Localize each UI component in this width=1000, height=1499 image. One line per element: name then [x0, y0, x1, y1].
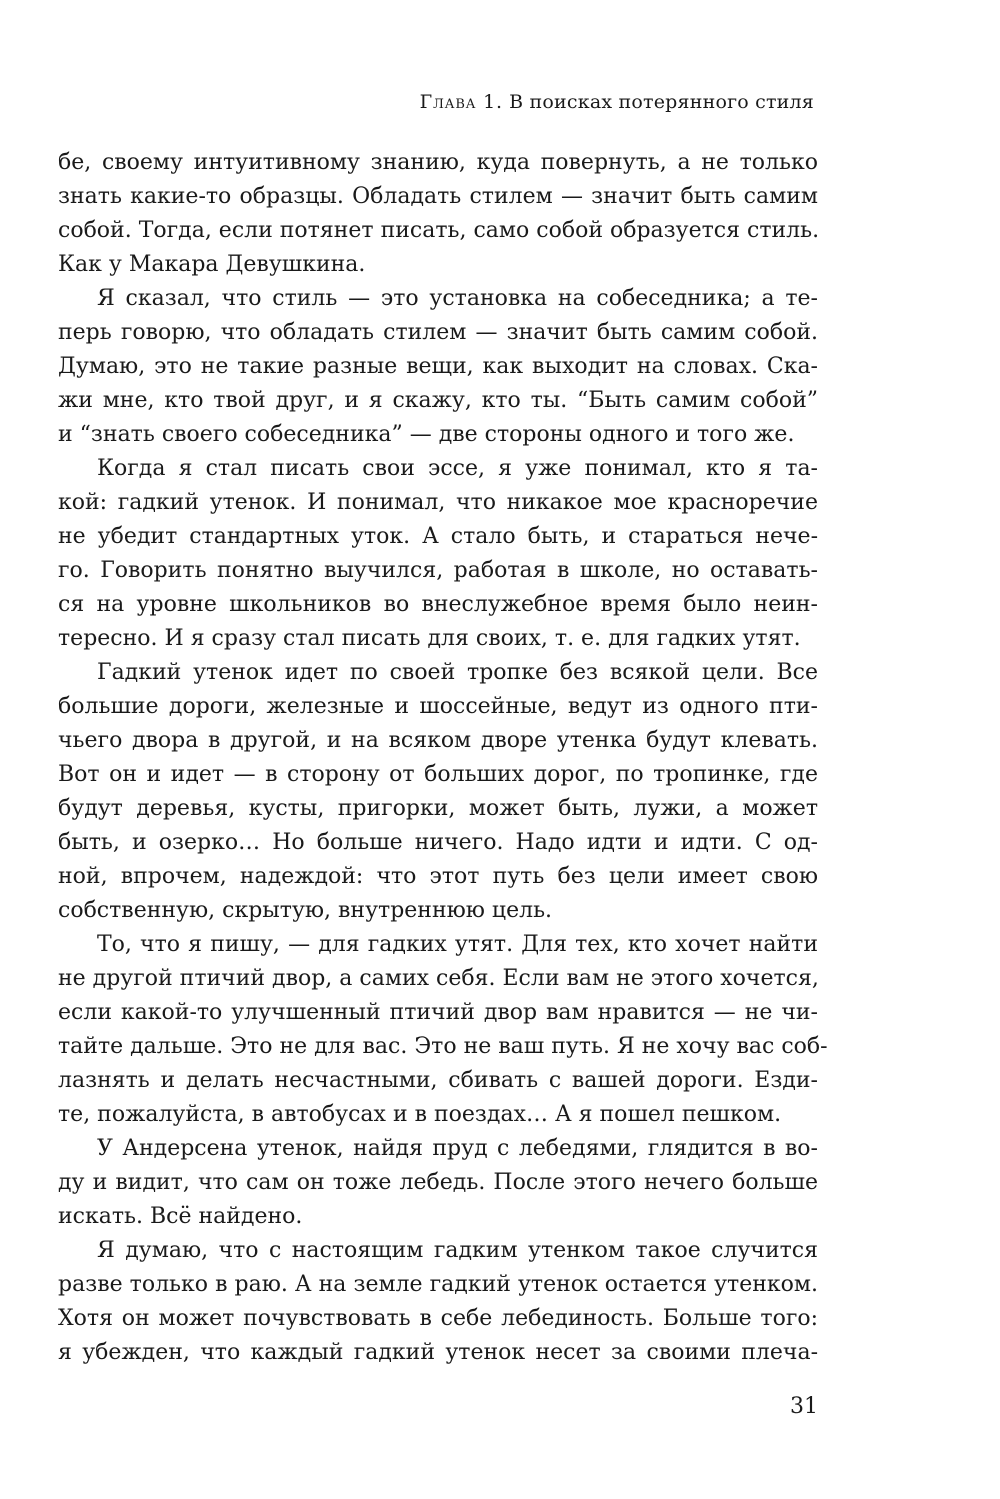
chapter-label: Глава 1.: [419, 91, 503, 113]
text-line: знать какие-то образцы. Обладать стилем — значит быть самим: [58, 184, 818, 209]
text-line: и “знать своего собеседника” — две стороны одного и того же.: [58, 422, 795, 447]
page-number: 31: [790, 1394, 818, 1419]
text-line: собой. Тогда, если потянет писать, само собой образуется стиль.: [58, 218, 820, 243]
paragraph-first-line: У Андерсена утенок, найдя пруд с лебедями, глядится в во-: [97, 1136, 818, 1161]
text-line: жи мне, кто твой друг, и я скажу, кто ты. “Быть самим собой”: [58, 388, 818, 413]
text-line: будут деревья, кусты, пригорки, может быть, лужи, а может: [58, 796, 818, 821]
text-line: чьего двора в другой, и на всяком дворе утенка будут клевать.: [58, 728, 818, 753]
text-line: ной, впрочем, надеждой: что этот путь без цели имеет свою: [58, 864, 818, 889]
text-line: разве только в раю. А на земле гадкий утенок остается утенком.: [58, 1272, 818, 1297]
text-line: перь говорю, что обладать стилем — значит быть самим собой.: [58, 320, 818, 345]
text-line: те, пожалуйста, в автобусах и в поездах… А я пошел пешком.: [58, 1102, 782, 1127]
body-text: [58, 146, 828, 1370]
text-line: Хотя он может почувствовать в себе лебединость. Больше того:: [58, 1306, 818, 1331]
text-line: тайте дальше. Это не для вас. Это не ваш путь. Я не хочу вас соб-: [58, 1034, 828, 1059]
text-line: ся на уровне школьников во внеслужебное время было неин-: [58, 592, 818, 617]
text-line: тересно. И я сразу стал писать для своих, т. е. для гадких утят.: [58, 626, 801, 651]
text-line: собственную, скрытую, внутреннюю цель.: [58, 898, 553, 923]
text-line: я убежден, что каждый гадкий утенок несет за своими плеча-: [58, 1340, 818, 1365]
text-line: Вот он и идет — в сторону от больших дорог, по тропинке, где: [58, 762, 818, 787]
text-line: не другой птичий двор, а самих себя. Если вам не этого хочется,: [58, 966, 819, 991]
text-line: бе, своему интуитивному знанию, куда повернуть, а не только: [58, 150, 818, 175]
chapter-title: В поисках потерянного стиля: [509, 91, 814, 113]
text-line: не убедит стандартных уток. А стало быть, и стараться нече-: [58, 524, 818, 549]
text-line: ду и видит, что сам он тоже лебедь. После этого нечего больше: [58, 1170, 818, 1195]
text-line: если какой-то улучшенный птичий двор вам нравится — не чи-: [58, 1000, 818, 1025]
paragraph-first-line: Когда я стал писать свои эссе, я уже понимал, кто я та-: [97, 456, 818, 481]
text-line: искать. Всё найдено.: [58, 1204, 303, 1229]
text-line: быть, и озерко… Но больше ничего. Надо идти и идти. С од-: [58, 830, 818, 855]
running-head: [380, 86, 814, 118]
text-line: лазнять и делать несчастными, сбивать с вашей дороги. Езди-: [58, 1068, 818, 1093]
text-line: Думаю, это не такие разные вещи, как выходит на словах. Ска-: [58, 354, 818, 379]
text-line: кой: гадкий утенок. И понимал, что никакое мое красноречие: [58, 490, 818, 515]
paragraph-first-line: Я сказал, что стиль — это установка на собеседника; а те-: [97, 286, 818, 311]
text-line: Как у Макара Девушкина.: [58, 252, 366, 277]
paragraph-first-line: Я думаю, что с настоящим гадким утенком такое случится: [97, 1238, 818, 1263]
paragraph-first-line: То, что я пишу, — для гадких утят. Для тех, кто хочет найти: [97, 932, 818, 957]
text-line: го. Говорить понятно выучился, работая в школе, но оставать-: [58, 558, 818, 583]
paragraph-first-line: Гадкий утенок идет по своей тропке без всякой цели. Все: [97, 660, 818, 685]
text-line: большие дороги, железные и шоссейные, ведут из одного пти-: [58, 694, 818, 719]
